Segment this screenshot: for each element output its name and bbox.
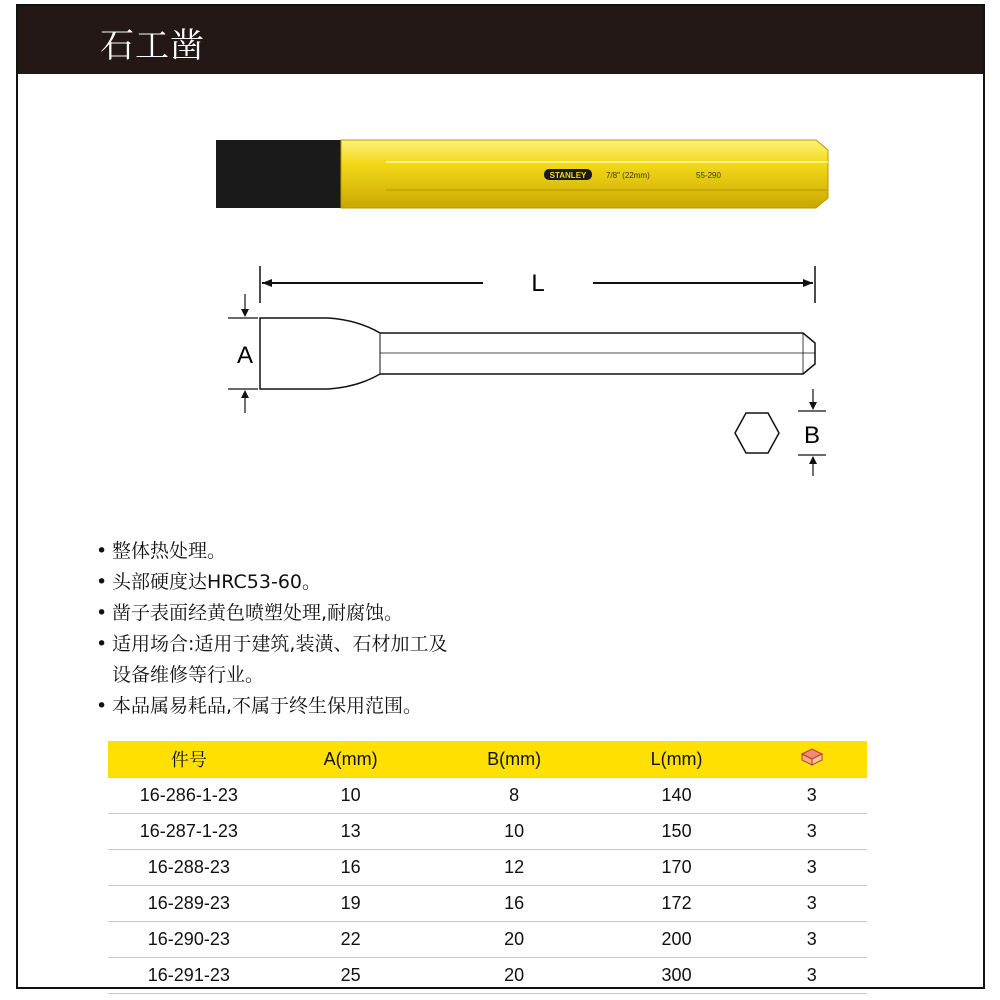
dimension-drawing — [208, 261, 848, 486]
spec-table — [108, 741, 867, 994]
table-row: 16-287-1-23 13 10 150 3 — [108, 814, 867, 850]
label-length: L — [531, 270, 545, 297]
page-title: 石工凿 — [100, 26, 205, 66]
hex-section-icon — [735, 413, 779, 453]
label-b: B — [803, 422, 821, 449]
table-row: 16-290-23 22 20 200 3 — [108, 922, 867, 958]
header-part-no: 件号 — [108, 741, 270, 778]
chisel-head — [216, 140, 341, 208]
header-qty — [757, 741, 867, 778]
header-a: A(mm) — [270, 741, 432, 778]
box-icon — [800, 748, 824, 766]
feature-item: • 适用场合:适用于建筑,装潢、石材加工及 设备维修等行业。 — [96, 629, 447, 691]
feature-list — [96, 536, 447, 722]
feature-item: • 凿子表面经黄色喷塑处理,耐腐蚀。 — [96, 598, 447, 629]
table-row: 16-288-23 16 12 170 3 — [108, 850, 867, 886]
label-a: A — [236, 342, 254, 369]
header-b: B(mm) — [432, 741, 597, 778]
table-row: 16-291-23 25 20 300 3 — [108, 958, 867, 994]
chisel-product-photo — [216, 134, 856, 214]
table-row: 16-289-23 19 16 172 3 — [108, 886, 867, 922]
feature-item: • 头部硬度达HRC53-60。 — [96, 567, 447, 598]
catalog-page — [16, 4, 985, 989]
header-bar — [18, 6, 983, 74]
feature-item: • 本品属易耗品,不属于终生保用范围。 — [96, 691, 447, 722]
header-l: L(mm) — [597, 741, 757, 778]
model-marking: 55-290 — [696, 171, 721, 180]
table-header-row — [108, 741, 867, 778]
feature-item: • 整体热处理。 — [96, 536, 447, 567]
chisel-outline — [260, 318, 815, 389]
table-row: 16-286-1-23 10 8 140 3 — [108, 778, 867, 814]
size-marking: 7/8" (22mm) — [606, 171, 650, 180]
brand-text: STANLEY — [549, 171, 587, 180]
